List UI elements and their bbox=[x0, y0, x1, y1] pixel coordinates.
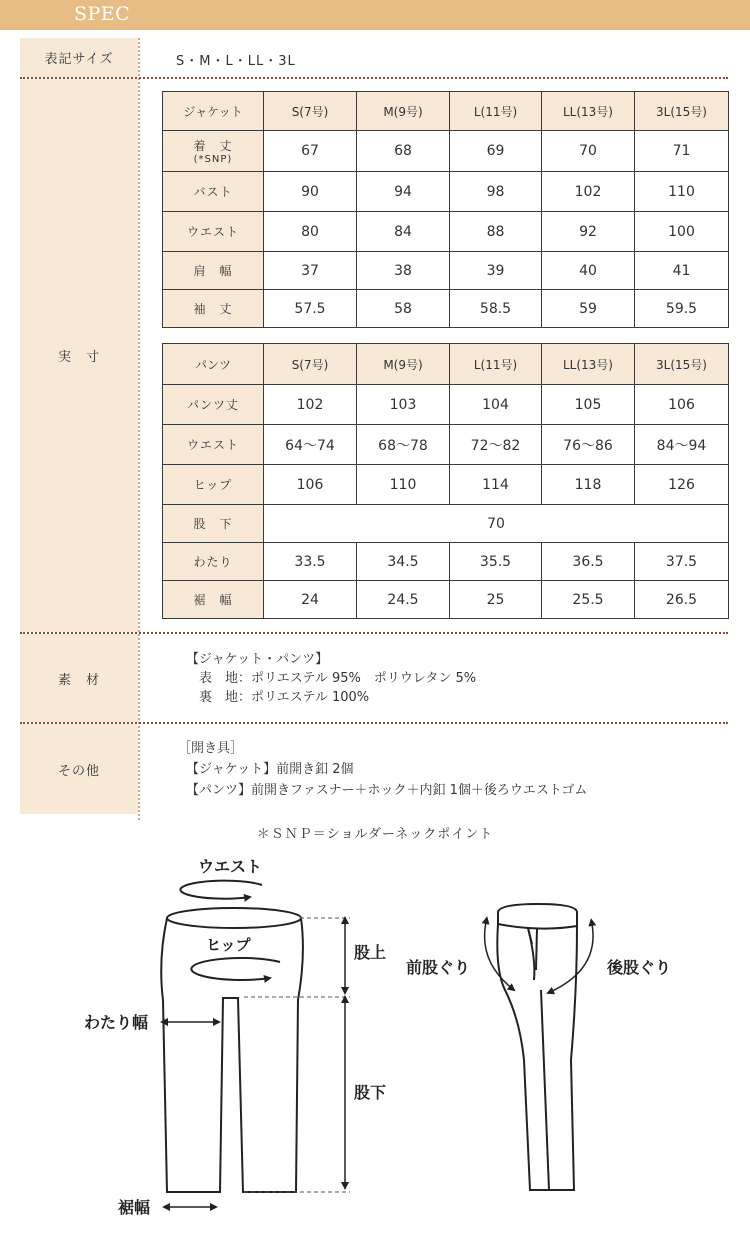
row-divider bbox=[20, 77, 728, 79]
table-cell: 69 bbox=[450, 131, 542, 172]
waist-label: ウエスト bbox=[198, 857, 263, 876]
table-cell: 72〜82 bbox=[450, 425, 542, 465]
table-cell: 37 bbox=[264, 252, 357, 290]
table-cell-merged: 70 bbox=[264, 505, 729, 543]
table-cell: 36.5 bbox=[542, 543, 635, 581]
table-header-cell: 3L(15号) bbox=[635, 344, 729, 385]
back-rise-label: 後股ぐり bbox=[607, 958, 672, 977]
table-cell: 24.5 bbox=[357, 581, 450, 619]
material-heading: 【ジャケット・パンツ】 bbox=[186, 652, 329, 667]
front-rise-arrow-icon bbox=[485, 922, 514, 990]
other-line: 【パンツ】前開きファスナー＋ホック＋内釦 1個＋後ろウエストゴム bbox=[186, 783, 588, 798]
table-cell: 104 bbox=[450, 385, 542, 425]
table-header-row bbox=[163, 344, 729, 385]
table-cell: 90 bbox=[264, 172, 357, 212]
material-line: 表 地：ポリエステル 95% ポリウレタン 5% bbox=[186, 671, 477, 686]
side-pants-outline bbox=[497, 904, 577, 1190]
size-notation-value: S・M・L・LL・3L bbox=[176, 54, 296, 69]
table-cell: 39 bbox=[450, 252, 542, 290]
table-row bbox=[163, 290, 729, 328]
table-cell: 100 bbox=[635, 212, 729, 252]
table-header-cell: L(11号) bbox=[450, 92, 542, 131]
table-row bbox=[163, 425, 729, 465]
table-header-row bbox=[163, 92, 729, 131]
row-label-cell: バスト bbox=[163, 172, 264, 212]
row-label: 着 丈 bbox=[193, 139, 233, 153]
table-cell: 126 bbox=[635, 465, 729, 505]
pants-measurement-diagram bbox=[0, 840, 750, 1240]
waist-arrow-icon bbox=[180, 881, 262, 899]
row-divider bbox=[20, 722, 728, 724]
table-cell: 68〜78 bbox=[357, 425, 450, 465]
row-label-cell: ウエスト bbox=[163, 212, 264, 252]
table-row bbox=[163, 581, 729, 619]
table-cell: 110 bbox=[357, 465, 450, 505]
column-divider bbox=[138, 38, 140, 820]
other-text bbox=[178, 738, 587, 801]
front-rise-label: 前股ぐり bbox=[406, 958, 471, 977]
table-cell: 102 bbox=[264, 385, 357, 425]
table-cell: 59.5 bbox=[635, 290, 729, 328]
table-header-cell: LL(13号) bbox=[542, 344, 635, 385]
back-rise-arrow-icon bbox=[548, 924, 593, 993]
table-cell: 40 bbox=[542, 252, 635, 290]
table-row bbox=[163, 543, 729, 581]
table-cell: 92 bbox=[542, 212, 635, 252]
banner-title: SPEC bbox=[74, 3, 131, 25]
table-cell: 24 bbox=[264, 581, 357, 619]
table-cell: 94 bbox=[357, 172, 450, 212]
spec-banner bbox=[0, 0, 750, 30]
table-row bbox=[163, 505, 729, 543]
row-label-cell: わたり bbox=[163, 543, 264, 581]
row-label-cell: 肩 幅 bbox=[163, 252, 264, 290]
thigh-label: わたり幅 bbox=[84, 1013, 149, 1032]
table-cell: 80 bbox=[264, 212, 357, 252]
table-cell: 33.5 bbox=[264, 543, 357, 581]
table-header-cell: S(7号) bbox=[264, 344, 357, 385]
table-cell: 26.5 bbox=[635, 581, 729, 619]
table-cell: 105 bbox=[542, 385, 635, 425]
table-cell: 98 bbox=[450, 172, 542, 212]
row-label-cell: 袖 丈 bbox=[163, 290, 264, 328]
table-cell: 106 bbox=[635, 385, 729, 425]
rise-label: 股上 bbox=[354, 943, 387, 962]
table-cell: 76〜86 bbox=[542, 425, 635, 465]
table-cell: 84 bbox=[357, 212, 450, 252]
table-header-cell: M(9号) bbox=[357, 344, 450, 385]
table-row bbox=[163, 172, 729, 212]
table-cell: 84〜94 bbox=[635, 425, 729, 465]
table-header-cell: LL(13号) bbox=[542, 92, 635, 131]
row-sublabel: (*SNP) bbox=[193, 154, 233, 165]
table-cell: 38 bbox=[357, 252, 450, 290]
row-label-cell: 股 下 bbox=[163, 505, 264, 543]
table-header-cell: 3L(15号) bbox=[635, 92, 729, 131]
material-text bbox=[186, 650, 476, 707]
actual-size-label: 実 寸 bbox=[20, 79, 138, 632]
jacket-size-table bbox=[162, 91, 729, 328]
table-header-cell: M(9号) bbox=[357, 92, 450, 131]
table-cell: 35.5 bbox=[450, 543, 542, 581]
other-line: 【ジャケット】前開き釦 2個 bbox=[186, 762, 354, 777]
table-cell: 68 bbox=[357, 131, 450, 172]
table-cell: 88 bbox=[450, 212, 542, 252]
table-cell: 70 bbox=[542, 131, 635, 172]
row-label-cell: ヒップ bbox=[163, 465, 264, 505]
row-divider bbox=[20, 632, 728, 634]
table-row bbox=[163, 385, 729, 425]
table-cell: 114 bbox=[450, 465, 542, 505]
table-cell: 118 bbox=[542, 465, 635, 505]
other-heading: ［開き具］ bbox=[178, 741, 244, 756]
row-label-cell bbox=[163, 131, 264, 172]
table-header-cell: S(7号) bbox=[264, 92, 357, 131]
table-cell: 25.5 bbox=[542, 581, 635, 619]
table-cell: 71 bbox=[635, 131, 729, 172]
table-cell: 67 bbox=[264, 131, 357, 172]
table-cell: 57.5 bbox=[264, 290, 357, 328]
other-label: その他 bbox=[20, 724, 138, 814]
pants-size-table bbox=[162, 343, 729, 619]
table-header-cell: ジャケット bbox=[163, 92, 264, 131]
table-row bbox=[163, 465, 729, 505]
table-cell: 106 bbox=[264, 465, 357, 505]
table-cell: 103 bbox=[357, 385, 450, 425]
table-cell: 41 bbox=[635, 252, 729, 290]
table-cell: 59 bbox=[542, 290, 635, 328]
table-cell: 58.5 bbox=[450, 290, 542, 328]
table-cell: 64〜74 bbox=[264, 425, 357, 465]
table-cell: 58 bbox=[357, 290, 450, 328]
table-header-cell: L(11号) bbox=[450, 344, 542, 385]
table-row bbox=[163, 131, 729, 172]
size-notation-label: 表記サイズ bbox=[20, 38, 138, 77]
table-row bbox=[163, 252, 729, 290]
table-cell: 34.5 bbox=[357, 543, 450, 581]
hem-label: 裾幅 bbox=[118, 1198, 151, 1217]
row-label-cell: 裾 幅 bbox=[163, 581, 264, 619]
row-label-cell: パンツ丈 bbox=[163, 385, 264, 425]
table-cell: 25 bbox=[450, 581, 542, 619]
table-row bbox=[163, 212, 729, 252]
inseam-label: 股下 bbox=[354, 1083, 387, 1102]
table-cell: 37.5 bbox=[635, 543, 729, 581]
material-line: 裏 地：ポリエステル 100% bbox=[186, 690, 370, 705]
table-cell: 110 bbox=[635, 172, 729, 212]
material-label: 素 材 bbox=[20, 634, 138, 722]
row-label-cell: ウエスト bbox=[163, 425, 264, 465]
hip-label: ヒップ bbox=[206, 936, 251, 954]
table-cell: 102 bbox=[542, 172, 635, 212]
table-header-cell: パンツ bbox=[163, 344, 264, 385]
snp-footnote: ＊ＳＮＰ＝ショルダーネックポイント bbox=[256, 827, 494, 842]
hip-arrow-icon bbox=[191, 958, 280, 980]
